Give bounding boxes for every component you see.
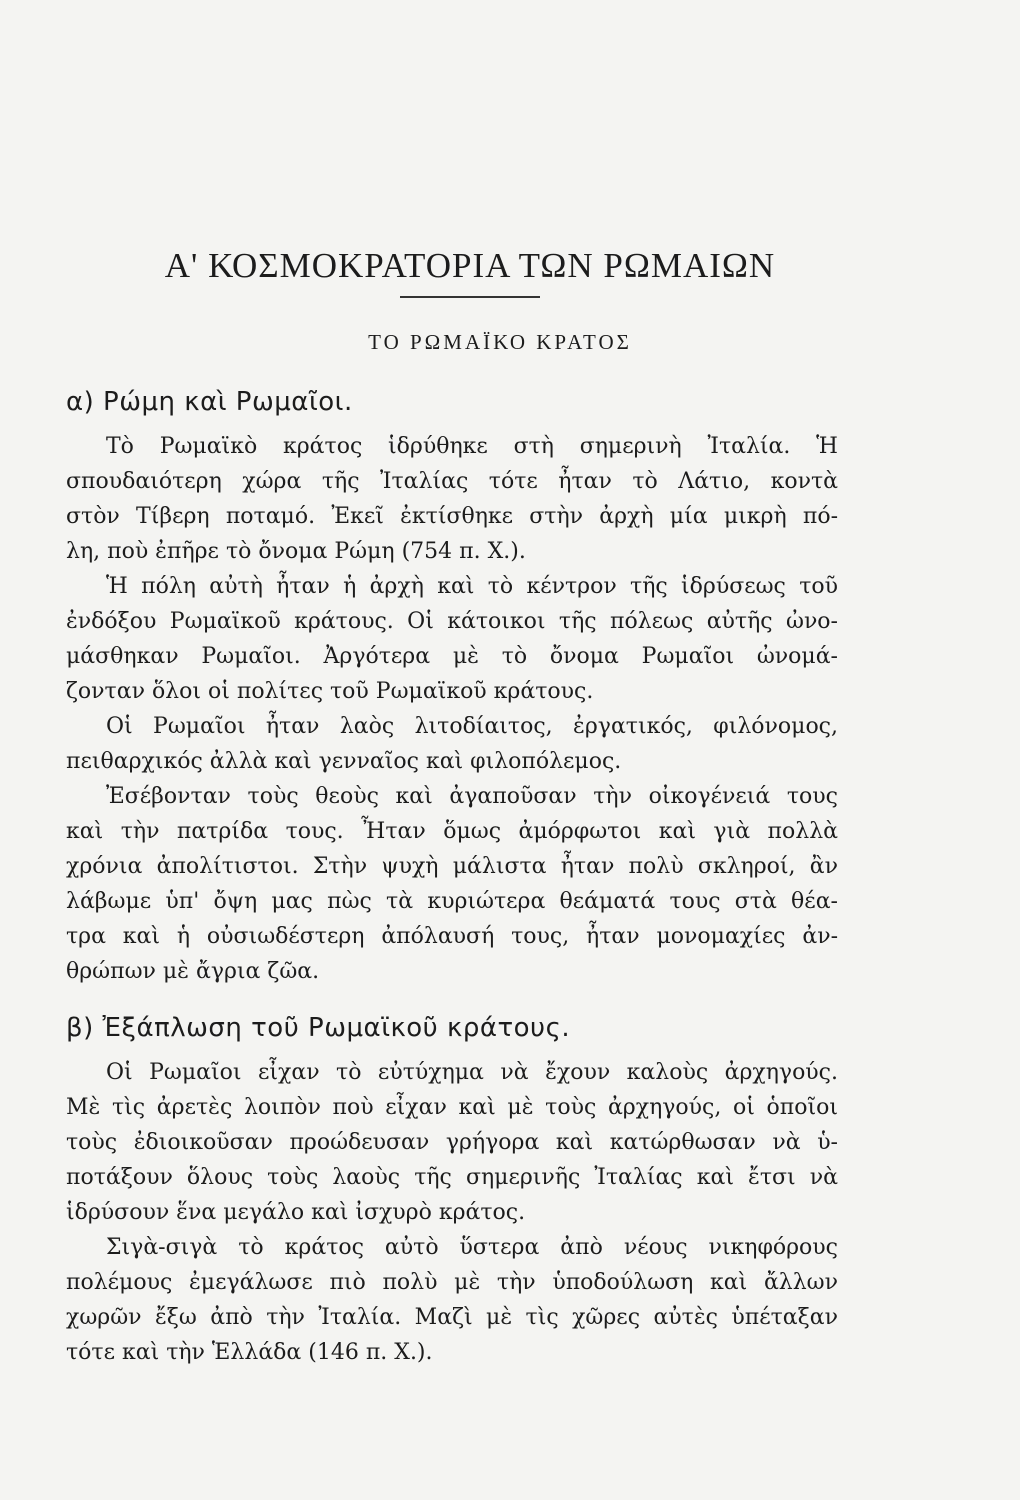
paragraph-line: λάβωμε ὑπ' ὄψη μας πὼς τὰ κυριώτερα θεάματά τους στὰ θέα-: [66, 889, 838, 914]
paragraph-line: Οἱ Ρωμαῖοι εἶχαν τὸ εὐτύχημα νὰ ἔχουν καλοὺς ἀρχηγούς.: [106, 1060, 838, 1085]
paragraph-line: Σιγὰ-σιγὰ τὸ κράτος αὐτὸ ὕστερα ἀπὸ νέους νικηφόρους: [106, 1235, 838, 1260]
paragraph-line: ἱδρύσουν ἕνα μεγάλο καὶ ἰσχυρὸ κράτος.: [66, 1200, 526, 1225]
paragraph-line: καὶ τὴν πατρίδα τους. Ἦταν ὅμως ἀμόρφωτοι καὶ γιὰ πολλὰ: [66, 819, 838, 844]
paragraph-line: λη, ποὺ ἐπῆρε τὸ ὄνομα Ρώμη (754 π. Χ.).: [66, 539, 526, 564]
paragraph-line: μάσθηκαν Ρωμαῖοι. Ἀργότερα μὲ τὸ ὄνομα Ρωμαῖοι ὠνομά-: [66, 644, 838, 669]
paragraph-line: θρώπων μὲ ἄγρια ζῶα.: [66, 959, 320, 984]
paragraph-line: σπουδαιότερη χώρα τῆς Ἰταλίας τότε ἦταν τὸ Λάτιο, κοντὰ: [66, 469, 838, 494]
subsection-heading-a: α) Ρώμη καὶ Ρωμαῖοι.: [66, 387, 353, 417]
paragraph-line: στὸν Τίβερη ποταμό. Ἐκεῖ ἐκτίσθηκε στὴν ἀρχὴ μία μικρὴ πό-: [66, 504, 838, 529]
paragraph-line: τρα καὶ ἡ οὐσιωδέστερη ἀπόλαυσή τους, ἦταν μονομαχίες ἀν-: [66, 924, 838, 949]
section-title: ΤΟ ΡΩΜΑΪΚΟ ΚΡΑΤΟΣ: [368, 330, 632, 354]
paragraph-line: Ἡ πόλη αὐτὴ ἦταν ἡ ἀρχὴ καὶ τὸ κέντρον τῆς ἱδρύσεως τοῦ: [106, 574, 838, 599]
paragraph-line: χωρῶν ἔξω ἀπὸ τὴν Ἰταλία. Μαζὶ μὲ τὶς χῶρες αὐτὲς ὑπέταξαν: [66, 1305, 838, 1330]
paragraph-line: πολέμους ἐμεγάλωσε πιὸ πολὺ μὲ τὴν ὑποδούλωση καὶ ἄλλων: [66, 1270, 838, 1295]
subsection-heading-b: β) Ἐξάπλωση τοῦ Ρωμαϊκοῦ κράτους.: [66, 1013, 571, 1043]
title-divider: [400, 296, 540, 298]
paragraph-line: Ἐσέβονταν τοὺς θεοὺς καὶ ἀγαποῦσαν τὴν οἰκογένειά τους: [106, 784, 838, 809]
paragraph-line: χρόνια ἀπολίτιστοι. Στὴν ψυχὴ μάλιστα ἦταν πολὺ σκληροί, ἂν: [66, 854, 838, 879]
paragraph-line: ποτάξουν ὅλους τοὺς λαοὺς τῆς σημερινῆς Ἰταλίας καὶ ἔτσι νὰ: [66, 1165, 838, 1190]
paragraph-line: Οἱ Ρωμαῖοι ἦταν λαὸς λιτοδίαιτος, ἐργατικός, φιλόνομος,: [106, 714, 838, 739]
paragraph-line: τοὺς ἐδιοικοῦσαν προώδευσαν γρήγορα καὶ κατώρθωσαν νὰ ὑ-: [66, 1130, 838, 1155]
paragraph-line: Μὲ τὶς ἀρετὲς λοιπὸν ποὺ εἶχαν καὶ μὲ τοὺς ἀρχηγούς, οἱ ὁποῖοι: [66, 1095, 838, 1120]
paragraph-line: Τὸ Ρωμαϊκὸ κράτος ἱδρύθηκε στὴ σημερινὴ Ἰταλία. Ἡ: [106, 434, 838, 459]
paragraph-line: τότε καὶ τὴν Ἑλλάδα (146 π. Χ.).: [66, 1340, 433, 1365]
paragraph-line: πειθαρχικός ἀλλὰ καὶ γενναῖος καὶ φιλοπόλεμος.: [66, 749, 622, 774]
paragraph-line: ζονταν ὅλοι οἱ πολίτες τοῦ Ρωμαϊκοῦ κράτους.: [66, 679, 594, 704]
chapter-title: Α' ΚΟΣΜΟΚΡΑΤΟΡΙΑ ΤΩΝ ΡΩΜΑΙΩΝ: [164, 246, 776, 285]
paragraph-line: ἐνδόξου Ρωμαϊκοῦ κράτους. Οἱ κάτοικοι τῆς πόλεως αὐτῆς ὠνο-: [66, 609, 838, 634]
